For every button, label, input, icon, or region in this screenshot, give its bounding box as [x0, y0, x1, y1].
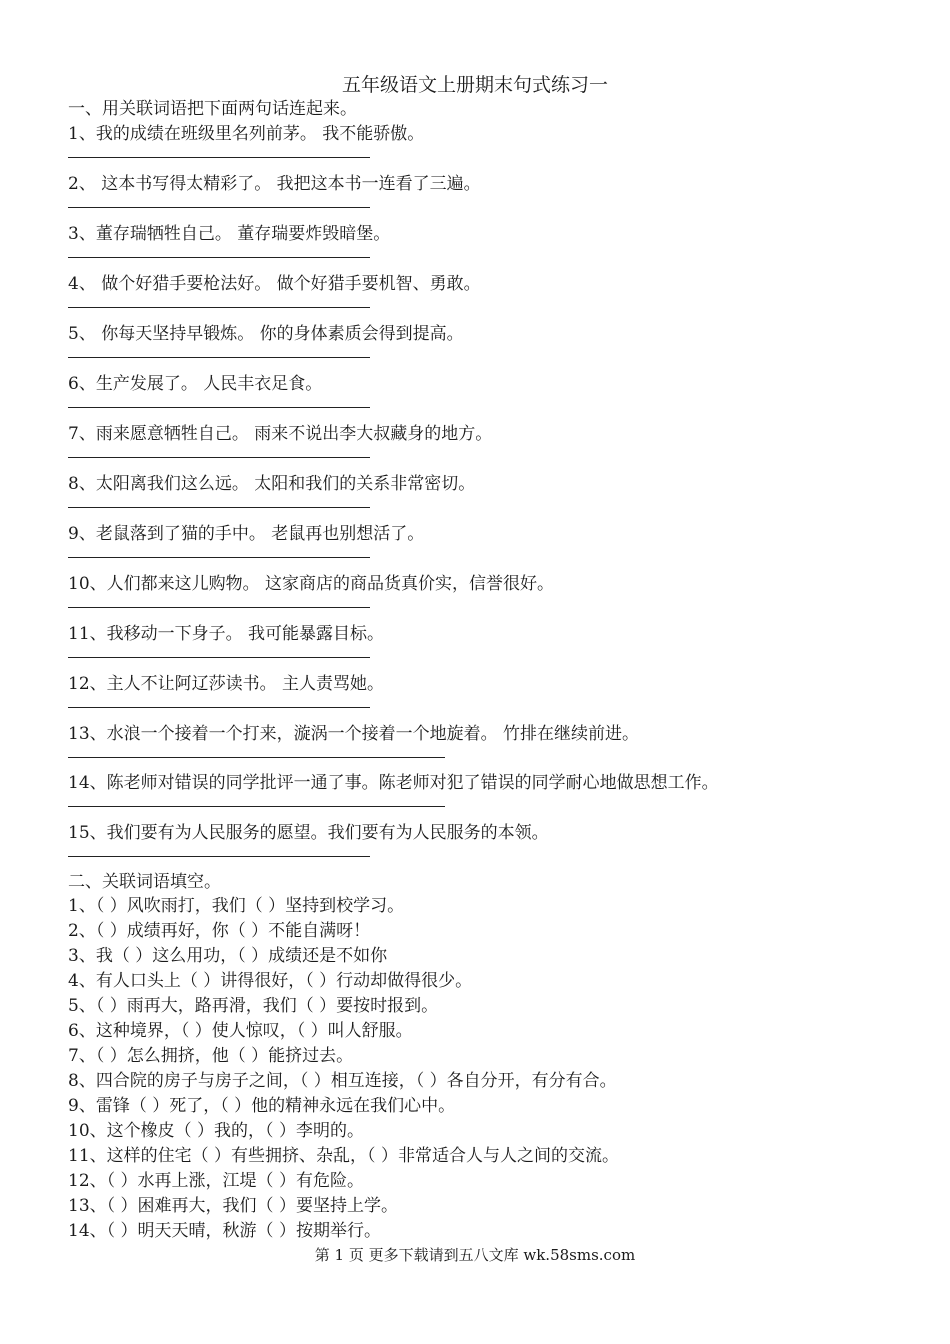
exercise-1-item	[68, 821, 888, 845]
fill-in-item: 9、雷锋（ ）死了，（ ）他的精神永远在我们心中。	[68, 1096, 456, 1116]
exercise-1-item	[68, 522, 888, 546]
exercise-1-item	[68, 122, 888, 146]
fill-in-item: 12、（ ）水再上涨，江堤（ ）有危险。	[68, 1171, 364, 1191]
exercise-1-text: 2、 这本书写得太精彩了。 我把这本书一连看了三遍。	[68, 174, 481, 194]
fill-in-item: 14、（ ）明天天晴，秋游（ ）按期举行。	[68, 1221, 381, 1241]
answer-line	[68, 507, 370, 508]
answer-line	[68, 856, 370, 857]
section-1-heading: 一、用关联词语把下面两句话连起来。	[68, 99, 357, 119]
exercise-1-item	[68, 272, 888, 296]
exercise-1-text: 4、 做个好猎手要枪法好。 做个好猎手要机智、勇敢。	[68, 274, 481, 294]
fill-in-item: 8、四合院的房子与房子之间，（ ）相互连接，（ ）各自分开，有分有合。	[68, 1071, 617, 1091]
fill-in-item: 4、有人口头上（ ）讲得很好，（ ）行动却做得很少。	[68, 971, 473, 991]
answer-line	[68, 557, 370, 558]
exercise-1-text: 15、我们要有为人民服务的愿望。我们要有为人民服务的本领。	[68, 823, 549, 843]
exercise-1-text: 9、老鼠落到了猫的手中。 老鼠再也别想活了。	[68, 524, 425, 544]
answer-line	[68, 657, 370, 658]
exercise-1-text: 6、生产发展了。 人民丰衣足食。	[68, 374, 323, 394]
section-2-heading: 二、关联词语填空。	[68, 872, 221, 892]
fill-in-item: 6、这种境界，（ ）使人惊叹，（ ）叫人舒服。	[68, 1021, 413, 1041]
fill-in-item: 11、这样的住宅（ ）有些拥挤、杂乱，（ ）非常适合人与人之间的交流。	[68, 1146, 619, 1166]
fill-in-item: 13、（ ）困难再大，我们（ ）要坚持上学。	[68, 1196, 398, 1216]
fill-in-item: 3、我（ ）这么用功，（ ）成绩还是不如你	[68, 946, 388, 966]
answer-line	[68, 257, 370, 258]
exercise-1-text: 3、董存瑞牺牲自己。 董存瑞要炸毁暗堡。	[68, 224, 391, 244]
exercise-1-text: 10、人们都来这儿购物。 这家商店的商品货真价实，信誉很好。	[68, 574, 555, 594]
exercise-1-item	[68, 622, 888, 646]
exercise-1-item	[68, 372, 888, 396]
exercise-1-item	[68, 472, 888, 496]
answer-line	[68, 357, 370, 358]
fill-in-list	[68, 894, 888, 1244]
answer-line	[68, 307, 370, 308]
exercise-1-item	[68, 422, 888, 446]
exercise-1-text: 13、水浪一个接着一个打来，漩涡一个接着一个地旋着。 竹排在继续前进。	[68, 724, 640, 744]
exercise-1-text: 11、我移动一下身子。 我可能暴露目标。	[68, 624, 385, 644]
fill-in-item: 1、（ ）风吹雨打，我们（ ）坚持到校学习。	[68, 896, 405, 916]
exercise-1-text: 5、 你每天坚持早锻炼。 你的身体素质会得到提高。	[68, 324, 464, 344]
exercise-1-item	[68, 222, 888, 246]
answer-line	[68, 806, 445, 807]
fill-in-item: 10、这个橡皮（ ）我的，（ ）李明的。	[68, 1121, 364, 1141]
exercise-1-item	[68, 572, 888, 596]
fill-in-item: 7、（ ）怎么拥挤，他（ ）能挤过去。	[68, 1046, 354, 1066]
exercise-1-item	[68, 322, 888, 346]
exercise-1-text: 8、太阳离我们这么远。 太阳和我们的关系非常密切。	[68, 474, 476, 494]
fill-in-item: 5、（ ）雨再大，路再滑，我们（ ）要按时报到。	[68, 996, 439, 1016]
exercise-1-text: 12、主人不让阿辽莎读书。 主人责骂她。	[68, 674, 385, 694]
exercise-1-text: 7、雨来愿意牺牲自己。 雨来不说出李大叔藏身的地方。	[68, 424, 493, 444]
exercise-1-item	[68, 672, 888, 696]
answer-line	[68, 757, 445, 758]
answer-line	[68, 157, 370, 158]
exercise-1-item	[68, 172, 888, 196]
answer-line	[68, 457, 370, 458]
exercise-1-text: 1、我的成绩在班级里名列前茅。 我不能骄傲。	[68, 124, 425, 144]
exercise-1-item	[68, 771, 888, 795]
page-footer: 第 1 页 更多下载请到五八文库 wk.58sms.com	[314, 1246, 636, 1264]
answer-line	[68, 207, 370, 208]
fill-in-item: 2、（ ）成绩再好，你（ ）不能自满呀！	[68, 921, 371, 941]
answer-line	[68, 607, 370, 608]
page-title: 五年级语文上册期末句式练习一	[341, 74, 608, 96]
exercise-1-text: 14、陈老师对错误的同学批评一通了事。陈老师对犯了错误的同学耐心地做思想工作。	[68, 773, 719, 793]
answer-line	[68, 707, 370, 708]
answer-line	[68, 407, 370, 408]
exercise-1-item	[68, 722, 888, 746]
